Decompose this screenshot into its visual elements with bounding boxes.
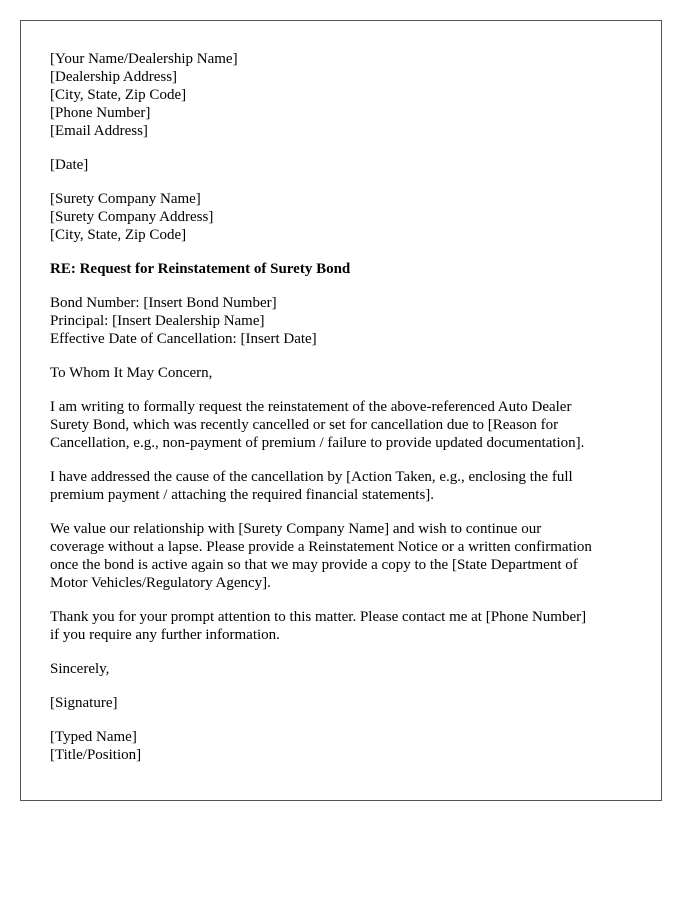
sender-block <box>50 50 631 140</box>
text-line: [Date] <box>50 157 89 173</box>
text-line: coverage without a lapse. Please provide a Reinstatement Notice or a written confirmation <box>50 539 592 555</box>
text-line: [Typed Name] <box>50 729 137 745</box>
letter-document <box>20 20 662 801</box>
text-line: I have addressed the cause of the cancellation by [Action Taken, e.g., enclosing the full <box>50 469 573 485</box>
text-line: [Title/Position] <box>50 747 142 763</box>
body-paragraph-1 <box>50 398 631 452</box>
text-line: [Email Address] <box>50 123 148 139</box>
text-line: [Surety Company Name] <box>50 191 201 207</box>
text-line: if you require any further information. <box>50 627 280 643</box>
text-line: [Signature] <box>50 695 118 711</box>
text-line: We value our relationship with [Surety Company Name] and wish to continue our <box>50 521 542 537</box>
text-line: Cancellation, e.g., non-payment of premium / failure to provide updated documentation]. <box>50 435 585 451</box>
text-line: [City, State, Zip Code] <box>50 227 187 243</box>
text-line: once the bond is active again so that we may provide a copy to the [State Department of <box>50 557 578 573</box>
subject-line <box>50 260 631 278</box>
body-paragraph-3 <box>50 520 631 592</box>
text-line: [Dealership Address] <box>50 69 178 85</box>
closing <box>50 660 631 678</box>
text-line: Effective Date of Cancellation: [Insert Date] <box>50 331 317 347</box>
salutation <box>50 364 631 382</box>
text-line: Thank you for your prompt attention to this matter. Please contact me at [Phone Number] <box>50 609 587 625</box>
text-line: premium payment / attaching the required financial statements]. <box>50 487 435 503</box>
text-line: I am writing to formally request the reinstatement of the above-referenced Auto Dealer <box>50 399 572 415</box>
recipient-block <box>50 190 631 244</box>
text-line: [Your Name/Dealership Name] <box>50 51 238 67</box>
text-line: Motor Vehicles/Regulatory Agency]. <box>50 575 271 591</box>
text-line: Surety Bond, which was recently cancelled or set for cancellation due to [Reason for <box>50 417 559 433</box>
text-line: RE: Request for Reinstatement of Surety Bond <box>50 261 351 277</box>
signature <box>50 694 631 712</box>
text-line: [City, State, Zip Code] <box>50 87 187 103</box>
body-paragraph-2 <box>50 468 631 504</box>
signer-block <box>50 728 631 764</box>
text-line: Sincerely, <box>50 661 110 677</box>
body-paragraph-4 <box>50 608 631 644</box>
bond-details <box>50 294 631 348</box>
text-line: [Phone Number] <box>50 105 151 121</box>
text-line: Bond Number: [Insert Bond Number] <box>50 295 277 311</box>
text-line: [Surety Company Address] <box>50 209 214 225</box>
text-line: To Whom It May Concern, <box>50 365 213 381</box>
date-line <box>50 156 631 174</box>
text-line: Principal: [Insert Dealership Name] <box>50 313 265 329</box>
